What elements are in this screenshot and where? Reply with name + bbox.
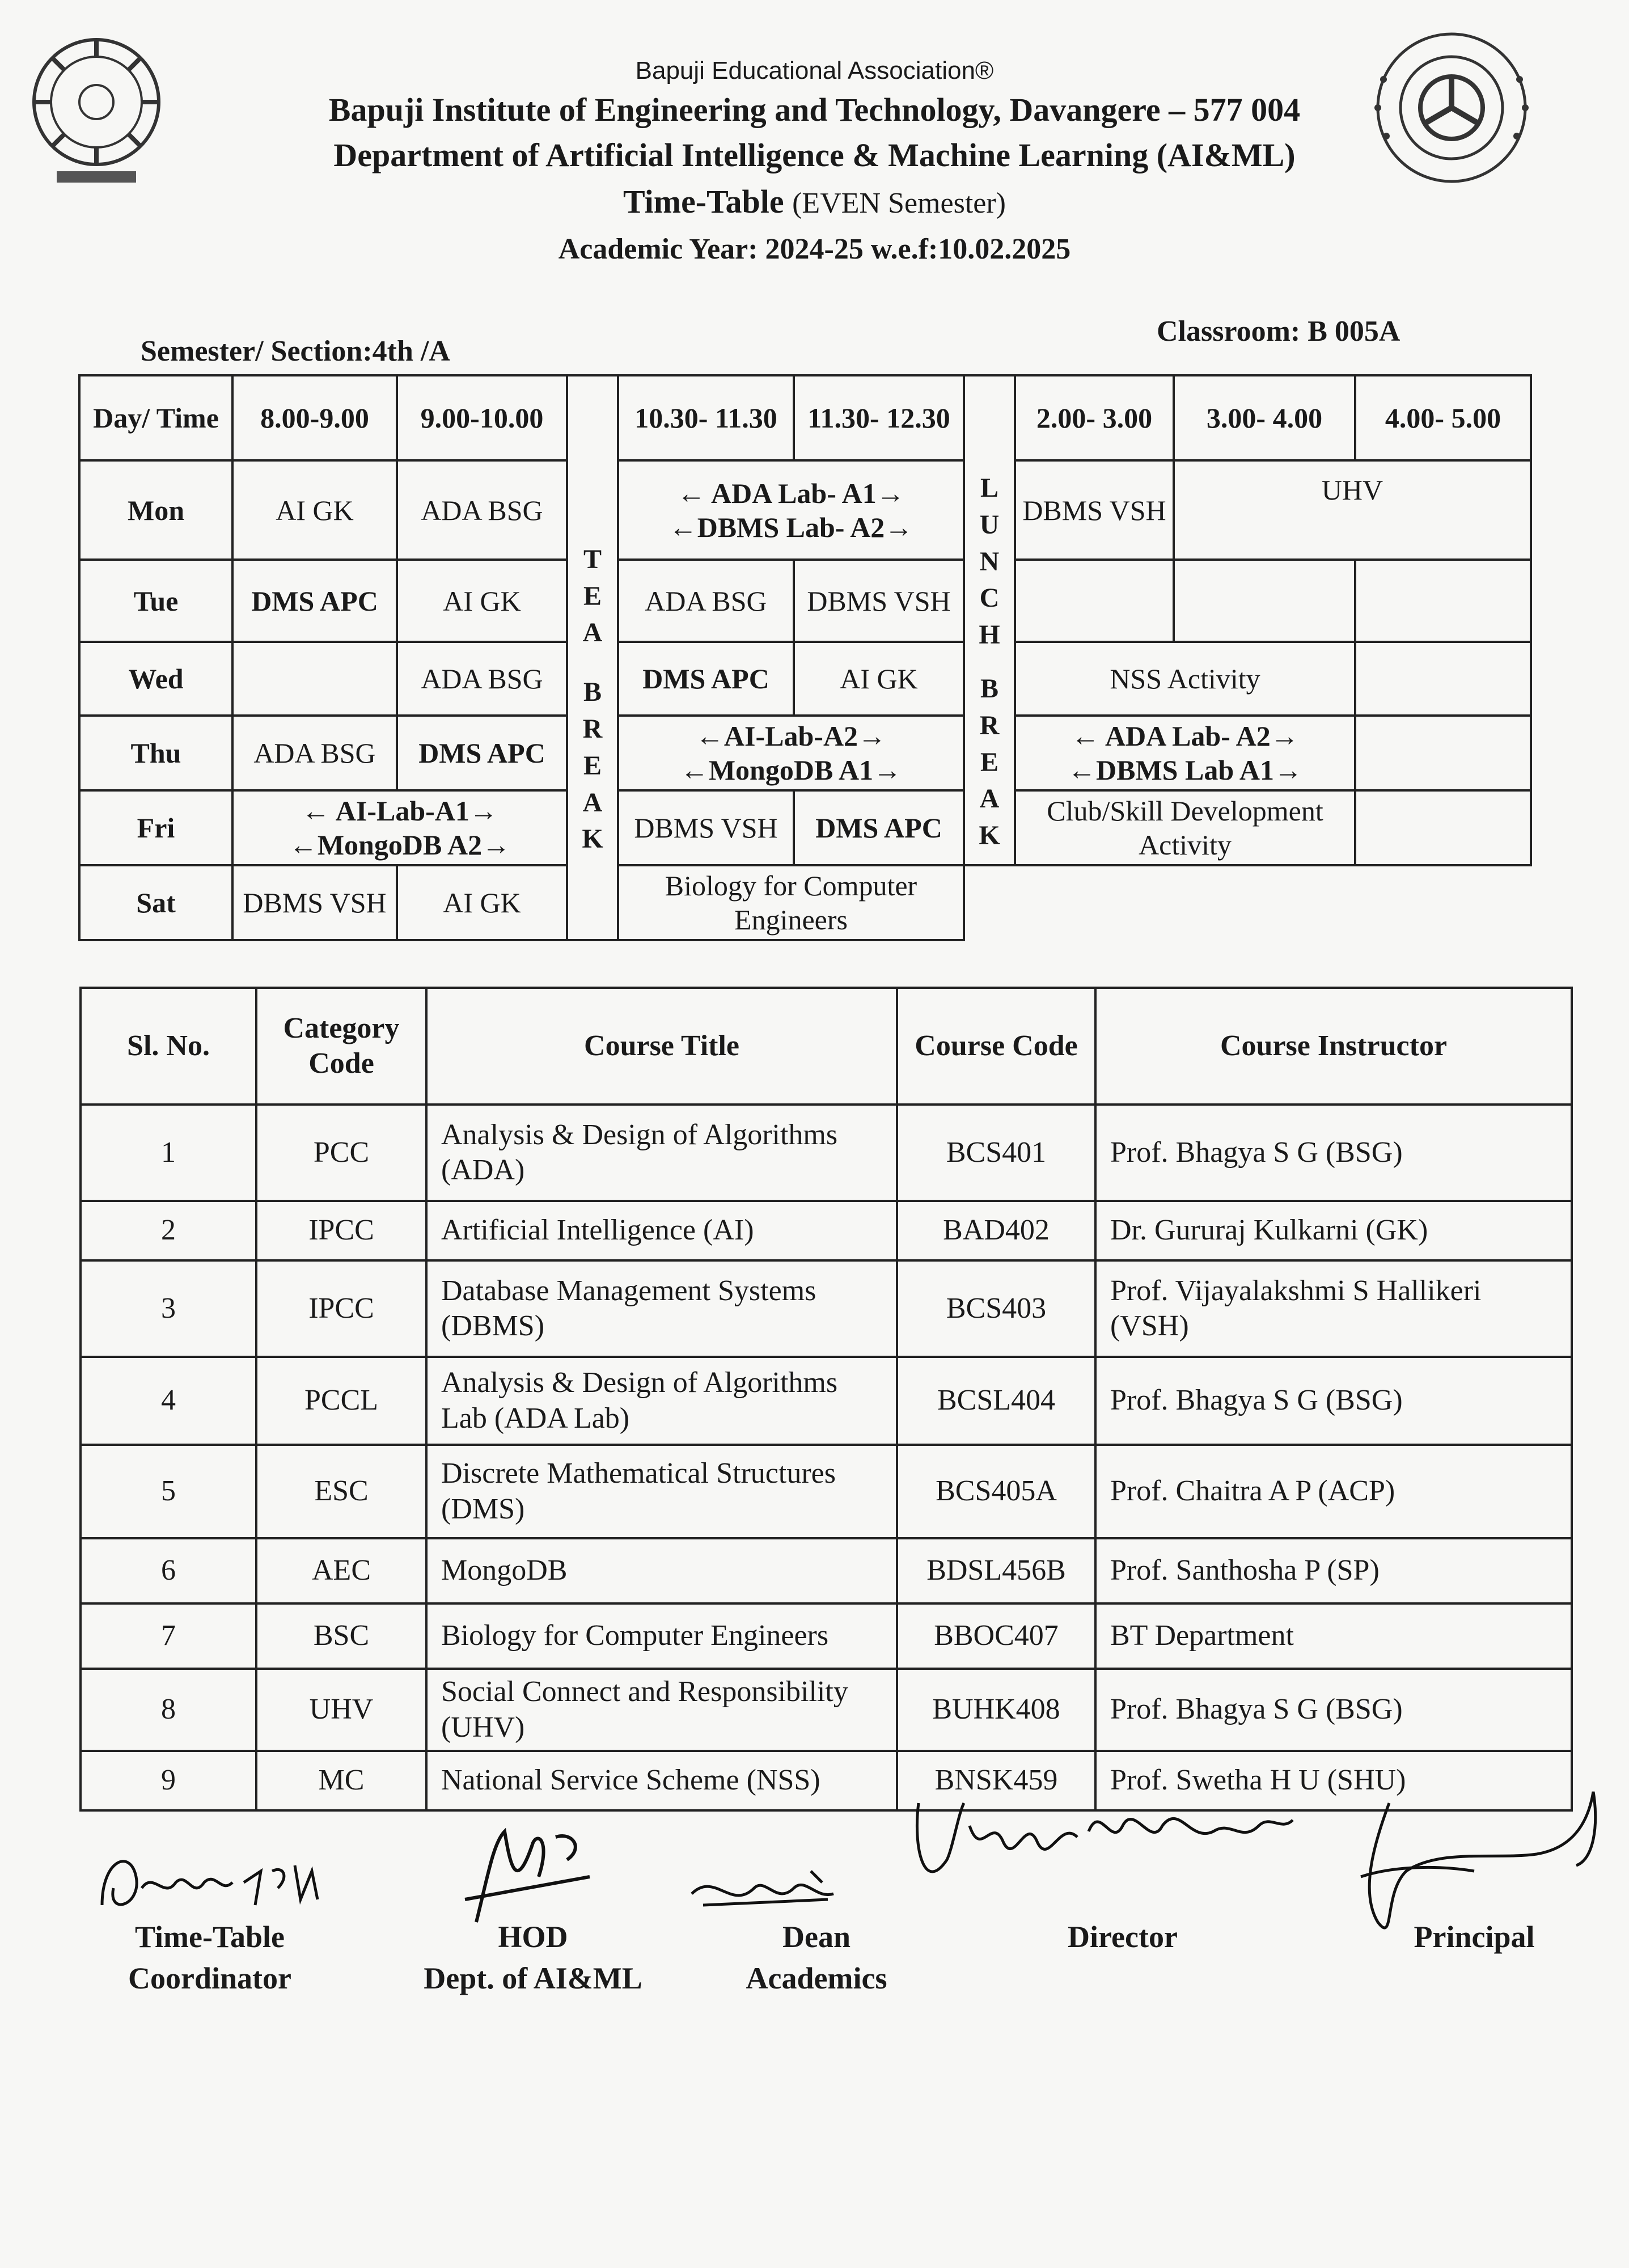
- tea-break-header: [567, 375, 618, 460]
- cell-code: BCS403: [897, 1260, 1095, 1357]
- course-table-header: [81, 988, 1572, 1105]
- wed-slot-2: ADA BSG: [397, 642, 567, 716]
- tue-slot-1: DMS APC: [232, 560, 397, 642]
- wed-slot-3: DMS APC: [618, 642, 794, 716]
- timetable-title: [0, 183, 1629, 221]
- table-row: [81, 1260, 1572, 1357]
- cell-category: BSC: [256, 1603, 426, 1669]
- header-slot-1: 8.00-9.00: [232, 375, 397, 460]
- director-label: Director: [1068, 1920, 1178, 1954]
- tea-break-letter: B: [583, 677, 602, 708]
- signature-hod: [397, 1916, 669, 1999]
- dean-label: Dean: [782, 1920, 851, 1954]
- lunch-break-header: [964, 375, 1015, 460]
- cell-instructor: Prof. Vijayalakshmi S Hallikeri (VSH): [1095, 1260, 1572, 1357]
- header-slot-6: 3.00- 4.00: [1174, 375, 1355, 460]
- cell-code: BBOC407: [897, 1603, 1095, 1669]
- lunch-break-letter: R: [979, 710, 1000, 741]
- row-mon: [79, 460, 1531, 560]
- tea-break-letter: T: [583, 544, 602, 574]
- row-wed: [79, 642, 1531, 716]
- cell-title: Biology for Computer Engineers: [426, 1603, 897, 1669]
- cell-category: UHV: [256, 1669, 426, 1751]
- row-tue: [79, 560, 1531, 642]
- mon-slot-2: ADA BSG: [397, 460, 567, 560]
- classroom: Classroom: B 005A: [1157, 315, 1400, 348]
- cell-title: Analysis & Design of Algorithms Lab (ADA Lab): [426, 1357, 897, 1445]
- signature-director: [1021, 1916, 1225, 1958]
- cell-title: MongoDB: [426, 1538, 897, 1603]
- header-slot-2: 9.00-10.00: [397, 375, 567, 460]
- day-mon: Mon: [79, 460, 232, 560]
- cell-instructor: Prof. Bhagya S G (BSG): [1095, 1357, 1572, 1445]
- cell-instructor: Prof. Swetha H U (SHU): [1095, 1751, 1572, 1810]
- mon-slot-6-7: UHV: [1174, 460, 1531, 560]
- tea-break-letter: K: [582, 824, 603, 854]
- lunch-break-letter: E: [980, 747, 998, 777]
- row-thu: [79, 716, 1531, 790]
- cell-title: Social Connect and Responsibility (UHV): [426, 1669, 897, 1751]
- wed-slot-1: [232, 642, 397, 716]
- header-slot-3: 10.30- 11.30: [618, 375, 794, 460]
- department-name: Department of Artificial Intelligence & Machine Learning (AI&ML): [333, 137, 1296, 174]
- table-row: [81, 1357, 1572, 1445]
- principal-label: Principal: [1414, 1920, 1535, 1954]
- tue-slot-4: DBMS VSH: [794, 560, 964, 642]
- cell-instructor: Prof. Chaitra A P (ACP): [1095, 1445, 1572, 1538]
- institute-name: Bapuji Institute of Engineering and Technology, Davangere – 577 004: [328, 91, 1301, 128]
- sat-afternoon-blank: [964, 865, 1531, 940]
- table-row: [81, 1445, 1572, 1538]
- col-course-title: Course Title: [426, 988, 897, 1105]
- row-fri: [79, 790, 1531, 865]
- cell-title: National Service Scheme (NSS): [426, 1751, 897, 1810]
- cell-category: IPCC: [256, 1201, 426, 1260]
- tea-break-letter: A: [582, 617, 603, 648]
- cell-instructor: Prof. Bhagya S G (BSG): [1095, 1669, 1572, 1751]
- cell-title: Database Management Systems (DBMS): [426, 1260, 897, 1357]
- thu-slot-1: ADA BSG: [232, 716, 397, 790]
- table-row: [81, 1538, 1572, 1603]
- day-thu: Thu: [79, 716, 232, 790]
- cell-instructor: BT Department: [1095, 1603, 1572, 1669]
- cell-sl-no: 7: [81, 1603, 256, 1669]
- row-sat: [79, 865, 1531, 940]
- semester-type: (EVEN Semester): [792, 187, 1006, 219]
- mon-lab: ← ADA Lab- A1→ ←DBMS Lab- A2→: [618, 460, 964, 560]
- col-sl-no: Sl. No.: [81, 988, 256, 1105]
- cell-title: Artificial Intelligence (AI): [426, 1201, 897, 1260]
- sat-slot-1: DBMS VSH: [232, 865, 397, 940]
- fri-lab: ← AI-Lab-A1→ ←MongoDB A2→: [232, 790, 567, 865]
- coordinator-label: Time-Table Coordinator: [128, 1920, 291, 1995]
- association-name: Bapuji Educational Association®: [635, 57, 994, 84]
- cell-category: ESC: [256, 1445, 426, 1538]
- col-category-code: Category Code: [256, 988, 426, 1105]
- tea-break-letter: E: [583, 581, 602, 611]
- cell-category: PCC: [256, 1105, 426, 1201]
- lunch-break-letter: U: [979, 509, 1000, 540]
- day-fri: Fri: [79, 790, 232, 865]
- cell-category: AEC: [256, 1538, 426, 1603]
- tea-break-letter: A: [582, 787, 603, 818]
- cell-instructor: Dr. Gururaj Kulkarni (GK): [1095, 1201, 1572, 1260]
- lunch-break-column: [964, 460, 1015, 865]
- cell-sl-no: 1: [81, 1105, 256, 1201]
- cell-code: BCS401: [897, 1105, 1095, 1201]
- cell-instructor: Prof. Bhagya S G (BSG): [1095, 1105, 1572, 1201]
- academic-year: Academic Year: 2024-25 w.e.f:10.02.2025: [558, 233, 1071, 265]
- cell-sl-no: 6: [81, 1538, 256, 1603]
- lunch-break-letter: N: [979, 546, 1000, 577]
- thu-slot-2: DMS APC: [397, 716, 567, 790]
- cell-sl-no: 8: [81, 1669, 256, 1751]
- cell-sl-no: 5: [81, 1445, 256, 1538]
- col-course-instructor: Course Instructor: [1095, 988, 1572, 1105]
- cell-code: BUHK408: [897, 1669, 1095, 1751]
- tea-break-letter: E: [583, 750, 602, 781]
- hod-label: HOD: [498, 1920, 568, 1954]
- table-row: [81, 1669, 1572, 1751]
- cell-title: Discrete Mathematical Structures (DMS): [426, 1445, 897, 1538]
- director-signature: [896, 1780, 1304, 1905]
- signature-coordinator: [91, 1916, 329, 1999]
- dean-sub-label: Academics: [746, 1961, 887, 1995]
- lunch-break-letter: C: [979, 583, 1000, 613]
- table-row: [81, 1603, 1572, 1669]
- wed-slot-7: [1355, 642, 1531, 716]
- cell-category: MC: [256, 1751, 426, 1810]
- thu-lab-morning: ←AI-Lab-A2→ ←MongoDB A1→: [618, 716, 964, 790]
- header-slot-5: 2.00- 3.00: [1015, 375, 1174, 460]
- lunch-break-letter: H: [979, 620, 1000, 650]
- thu-slot-7: [1355, 716, 1531, 790]
- timetable-grid: [78, 374, 1532, 941]
- fri-slot-7: [1355, 790, 1531, 865]
- tea-break-column: [567, 460, 618, 940]
- fri-slot-5-6: Club/Skill Development Activity: [1015, 790, 1355, 865]
- day-sat: Sat: [79, 865, 232, 940]
- timetable-title-text: Time-Table: [623, 183, 784, 220]
- cell-sl-no: 3: [81, 1260, 256, 1357]
- cell-category: PCCL: [256, 1357, 426, 1445]
- thu-lab-afternoon: ← ADA Lab- A2→ ←DBMS Lab A1→: [1015, 716, 1355, 790]
- cell-instructor: Prof. Santhosha P (SP): [1095, 1538, 1572, 1603]
- lunch-break-letter: K: [979, 820, 1000, 851]
- col-course-code: Course Code: [897, 988, 1095, 1105]
- cell-code: BCS405A: [897, 1445, 1095, 1538]
- wed-slot-4: AI GK: [794, 642, 964, 716]
- table-row: [81, 1201, 1572, 1260]
- table-row: [81, 1105, 1572, 1201]
- tue-slot-6: [1174, 560, 1355, 642]
- sat-slot-2: AI GK: [397, 865, 567, 940]
- fri-slot-4: DMS APC: [794, 790, 964, 865]
- signature-principal: [1361, 1916, 1588, 1958]
- sat-slot-3-4: Biology for Computer Engineers: [618, 865, 964, 940]
- wed-slot-5-6: NSS Activity: [1015, 642, 1355, 716]
- tue-slot-5: [1015, 560, 1174, 642]
- tue-slot-2: AI GK: [397, 560, 567, 642]
- timetable-header-row: [79, 375, 1531, 460]
- header-slot-4: 11.30- 12.30: [794, 375, 964, 460]
- course-table: [79, 987, 1573, 1812]
- lunch-break-letter: B: [980, 674, 998, 704]
- cell-code: BCSL404: [897, 1357, 1095, 1445]
- cell-sl-no: 4: [81, 1357, 256, 1445]
- signature-dean: [709, 1916, 924, 1999]
- cell-sl-no: 9: [81, 1751, 256, 1810]
- header-slot-7: 4.00- 5.00: [1355, 375, 1531, 460]
- semester-section: Semester/ Section:4th /A: [141, 335, 450, 367]
- cell-code: BAD402: [897, 1201, 1095, 1260]
- hod-dept-label: Dept. of AI&ML: [424, 1961, 642, 1995]
- lunch-break-letter: A: [979, 784, 1000, 814]
- day-tue: Tue: [79, 560, 232, 642]
- tue-slot-7: [1355, 560, 1531, 642]
- cell-code: BDSL456B: [897, 1538, 1095, 1603]
- mon-slot-1: AI GK: [232, 460, 397, 560]
- cell-code: BNSK459: [897, 1751, 1095, 1810]
- mon-slot-5: DBMS VSH: [1015, 460, 1174, 560]
- cell-sl-no: 2: [81, 1201, 256, 1260]
- cell-category: IPCC: [256, 1260, 426, 1357]
- header-day-time: Day/ Time: [79, 375, 232, 460]
- day-wed: Wed: [79, 642, 232, 716]
- tea-break-letter: R: [582, 714, 603, 744]
- lunch-break-letter: L: [980, 473, 998, 503]
- tue-slot-3: ADA BSG: [618, 560, 794, 642]
- fri-slot-3: DBMS VSH: [618, 790, 794, 865]
- cell-title: Analysis & Design of Algorithms (ADA): [426, 1105, 897, 1201]
